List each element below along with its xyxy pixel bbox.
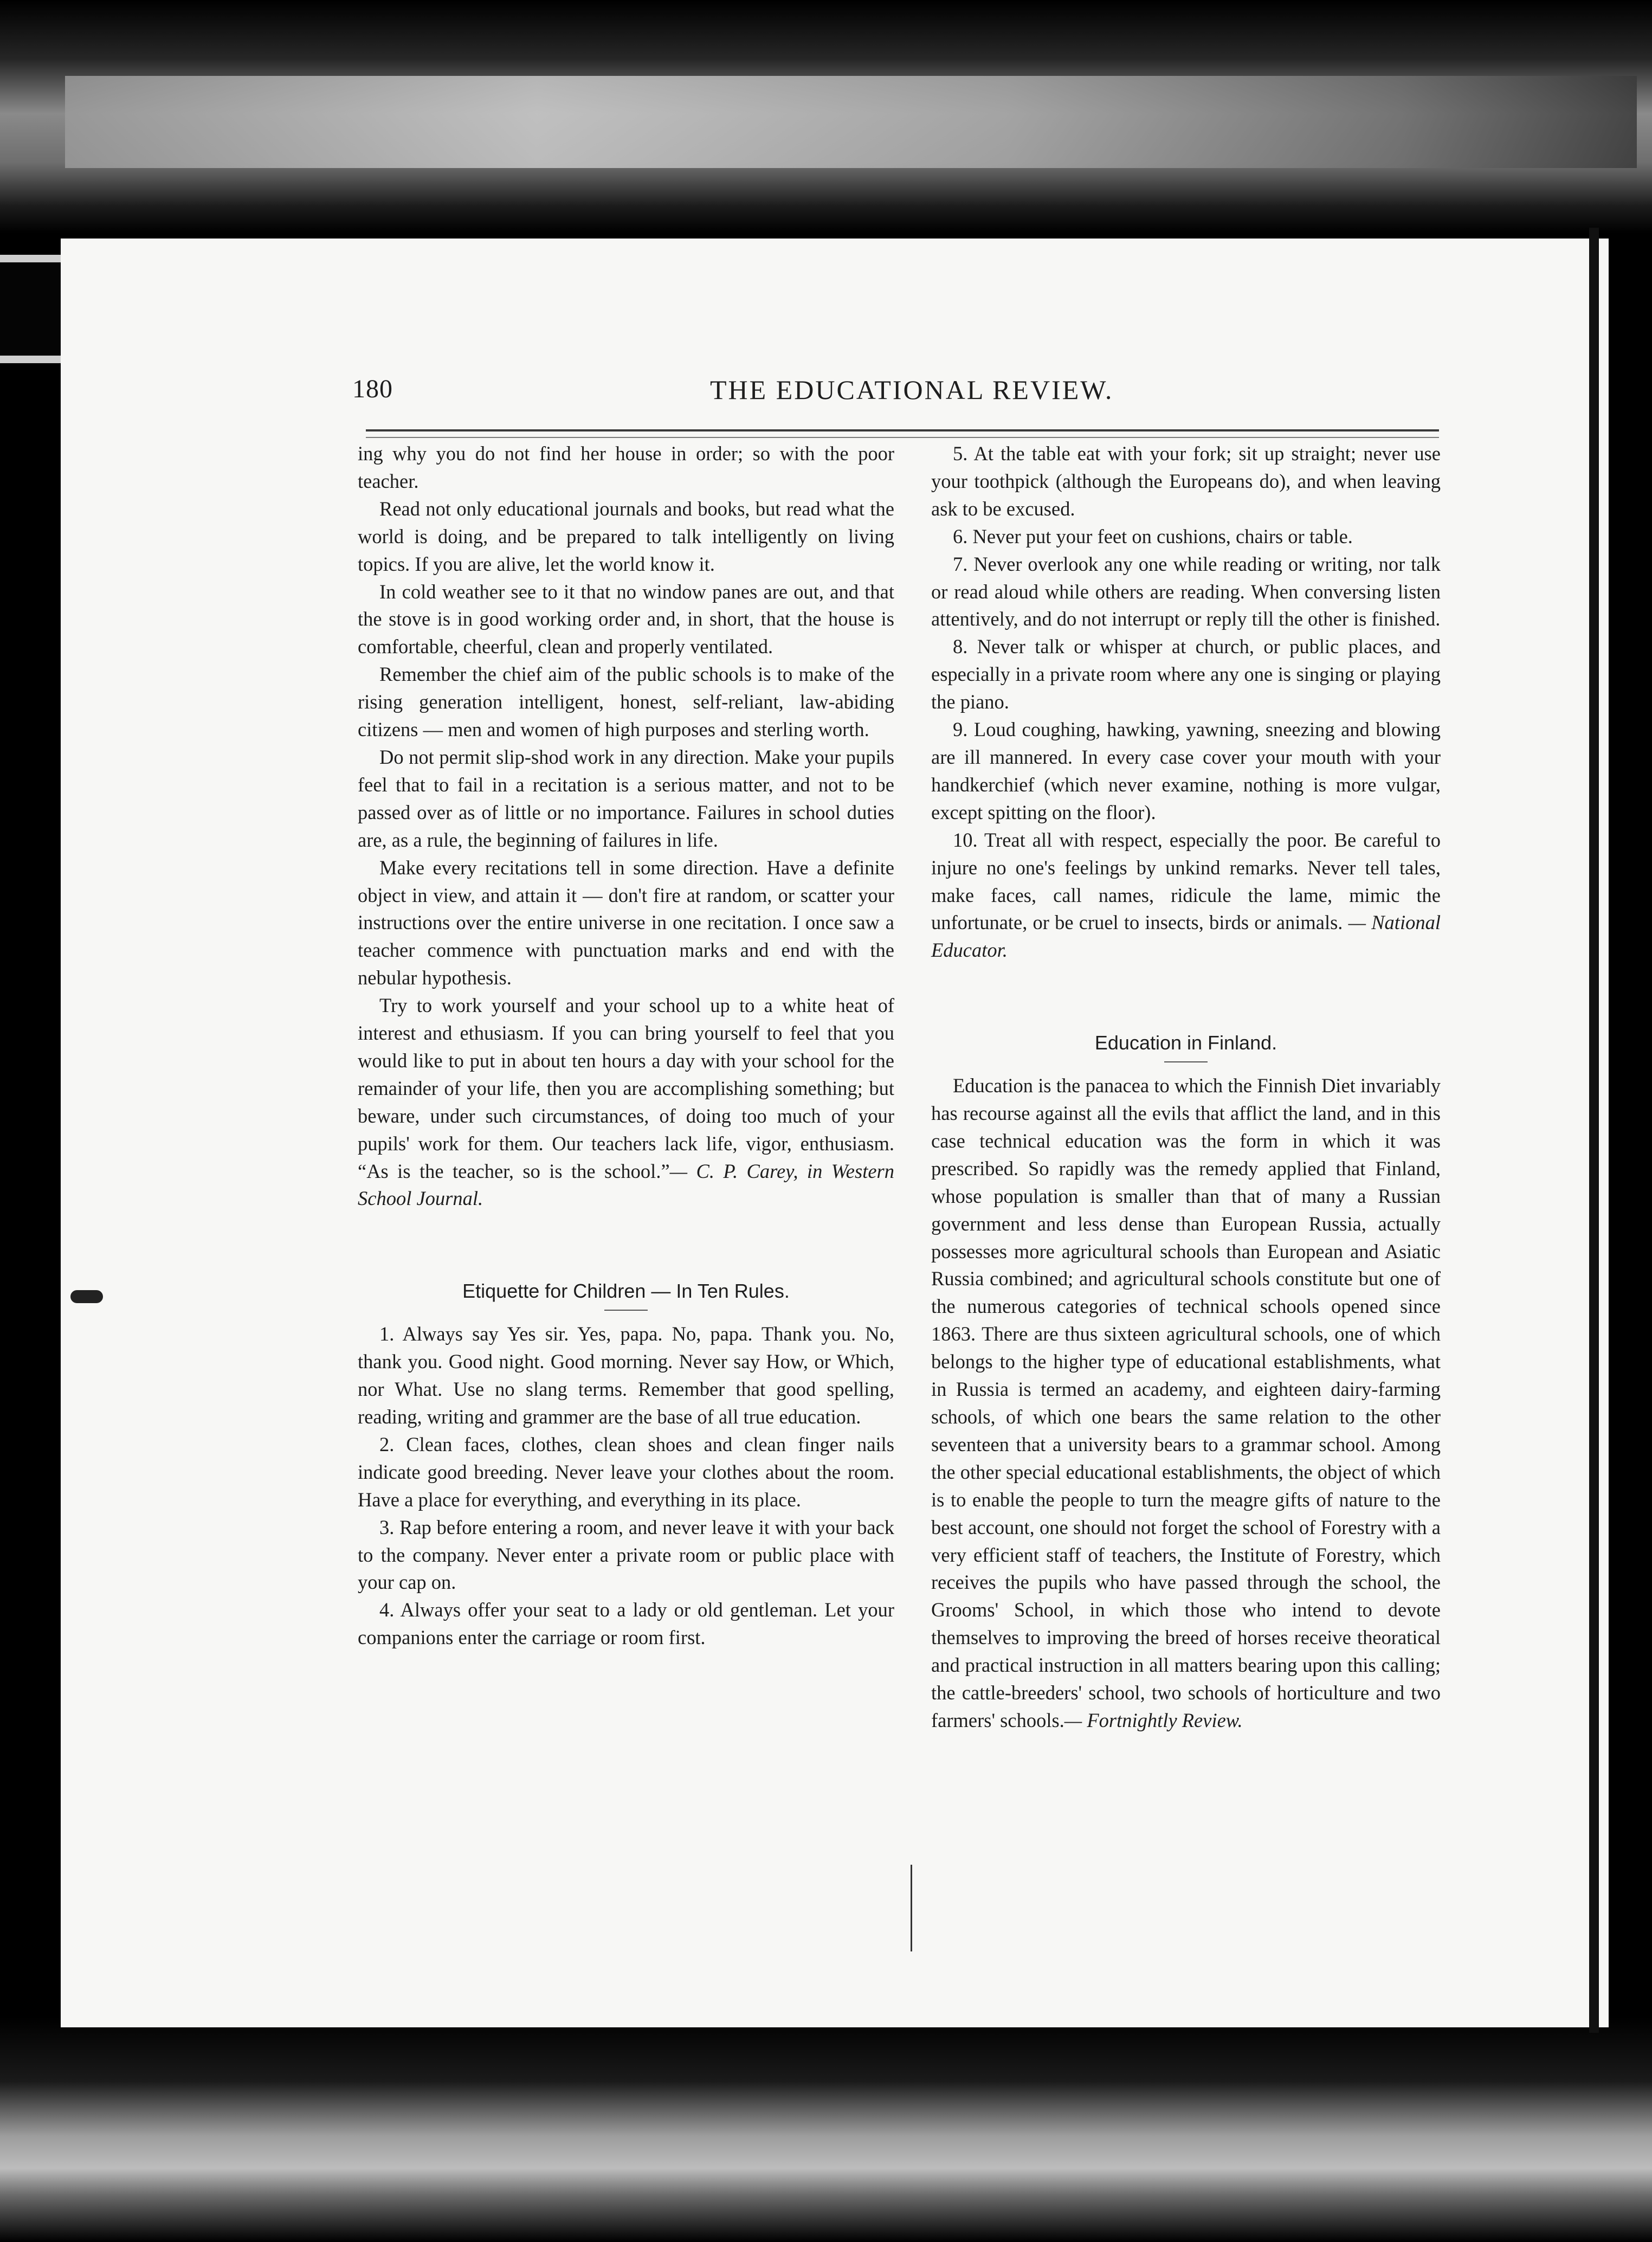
rule-item: 3. Rap before entering a room, and never leave it with your back to the company. Never enter a private room or public place with your cap on. <box>358 1516 894 1594</box>
attribution: — National Educator. <box>931 911 1441 962</box>
paragraph: ing why you do not find her house in order; so with the poor teacher. <box>358 442 894 492</box>
rule-item: 1. Always say Yes sir. Yes, papa. No, papa. Thank you. No, thank you. Good night. Good morning. Never say How, or Which, nor What. Use no slang terms. Remember that good spelling, reading, writing and grammer are the base of all true education. <box>358 1323 894 1428</box>
rule-item: 7. Never overlook any one while reading or writing, nor talk or read aloud while others are reading. When conversing listen attentively, and do not interrupt or reply till the other is finished. <box>931 552 1441 630</box>
rule-item-text: 10. Treat all with respect, especially the poor. Be careful to injure no one's feelings by unkind remarks. Never tell tales, make faces, call names, ridicule the lame, mimic the unfortunate, or be cruel to insects, birds or animals. <box>931 828 1441 934</box>
paragraph: Make every recitations tell in some direction. Have a definite object in view, and attain it — don't fire at random, or scatter your instructions over the entire universe in one recitation. I once saw a teacher commence with punctuation marks and end with the nebular hypothesis. <box>358 856 894 989</box>
rule-item: 4. Always offer your seat to a lady or old gentleman. Let your companions enter the carriage or room first. <box>358 1599 894 1649</box>
paragraph: Read not only educational journals and books, but read what the world is doing, and be prepared to talk intelligently on living topics. If you are alive, let the world know it. <box>358 497 894 575</box>
heading-underline <box>1164 1061 1208 1062</box>
running-title: THE EDUCATIONAL REVIEW. <box>710 375 1114 405</box>
scan-bottom-border <box>0 2016 1652 2242</box>
page-header <box>352 374 1463 412</box>
rule-item: 5. At the table eat with your fork; sit up straight; never use your toothpick (although the Europeans do), and when leaving ask to be excused. <box>931 442 1441 520</box>
header-rule <box>366 429 1439 431</box>
rule-item: 2. Clean faces, clothes, clean shoes and clean finger nails indicate good breeding. Never leave your clothes about the room. Have a place for everything, and everything in its place. <box>358 1433 894 1511</box>
paragraph-text: Education is the panacea to which the Finnish Diet invariably has recourse against all the evils that afflict the land, and in this case technical education was the form in which it was prescribed. So rapidly was the remedy applied that Finland, whose population is smaller than that of many a Russian government and less dense than European Russia, actually possesses more agricultural schools than European and Asiatic Russia combined; and agricultural schools constitute but one of the numerous categories of technical schools opened since 1863. There are thus sixteen agricultural schools, one of which belongs to the higher type of educational establishments, what in Russia is termed an academy, and eighteen dairy-farming schools, of which one bears the same relation to the other seventeen that a university bears to a grammar school. Among the other special educational establishments, the object of which is to enable the people to turn the meagre gifts of nature to the best account, one should not forget the school of Forestry with a very efficient staff of teachers, the Institute of Forestry, which receives the pupils who have passed through the school, the Grooms' School, in which those who intend to devote themselves to improving the breed of horses receive theoratical and practical instruction in all matters bearing upon this calling; the cattle-breeders' school, two schools of horticulture and two farmers' schools. <box>931 1074 1441 1731</box>
paragraph: Remember the chief aim of the public schools is to make of the rising generation intelligent, honest, self-reliant, law-abiding citizens — men and women of high purposes and sterling worth. <box>358 663 894 741</box>
page-edge-shadow <box>1589 228 1599 2033</box>
header-rule-thin <box>366 437 1439 438</box>
paragraph <box>931 1072 1441 1735</box>
paragraph: In cold weather see to it that no window panes are out, and that the stove is in good working order and, in short, that the house is comfortable, cheerful, clean and properly ventilated. <box>358 580 894 658</box>
attribution: — Fortnightly Review. <box>1064 1709 1243 1731</box>
right-column <box>931 440 1441 1735</box>
rule-item: 8. Never talk or whisper at church, or public places, and especially in a private room where any one is singing or playing the piano. <box>931 635 1441 713</box>
scan-top-highlight <box>65 76 1637 168</box>
attribution: — C. P. Carey, in Western School Journal. <box>358 1159 894 1210</box>
rule-item: 9. Loud coughing, hawking, yawning, sneezing and blowing are ill mannered. In every case cover your mouth with your handkerchief (which never examine, nothing is more vulgar, except spitting on the floor). <box>931 718 1441 823</box>
paragraph: Do not permit slip-shod work in any direction. Make your pupils feel that to fail in a recitation is a serious matter, and not to be passed over as of little or no importance. Failures in school duties are, as a rule, the beginning of failures in life. <box>358 745 894 851</box>
rule-item: 6. Never put your feet on cushions, chairs or table. <box>953 525 1353 547</box>
heading-underline <box>604 1310 648 1311</box>
left-column <box>358 440 894 1652</box>
column-divider <box>911 1865 912 1951</box>
section-heading: Etiquette for Children — In Ten Rules. <box>462 1280 790 1303</box>
scan-artifact-mark <box>70 1290 103 1303</box>
section-heading: Education in Finland. <box>1094 1032 1277 1054</box>
paragraph-text: Try to work yourself and your school up to a white heat of interest and ethusiasm. If you can bring yourself to feel that you would like to put in about ten hours a day with your school for the remainder of your life, then you are accomplishing something; but beware, under such circumstances, of doing too much of your pupils' work for them. Our teachers lack life, vigor, enthusiasm. “As is the teacher, so is the school.” <box>358 994 894 1182</box>
paragraph <box>358 992 894 1213</box>
scan-left-border <box>0 233 60 2119</box>
rule-item <box>931 827 1441 965</box>
page-number: 180 <box>352 375 393 403</box>
